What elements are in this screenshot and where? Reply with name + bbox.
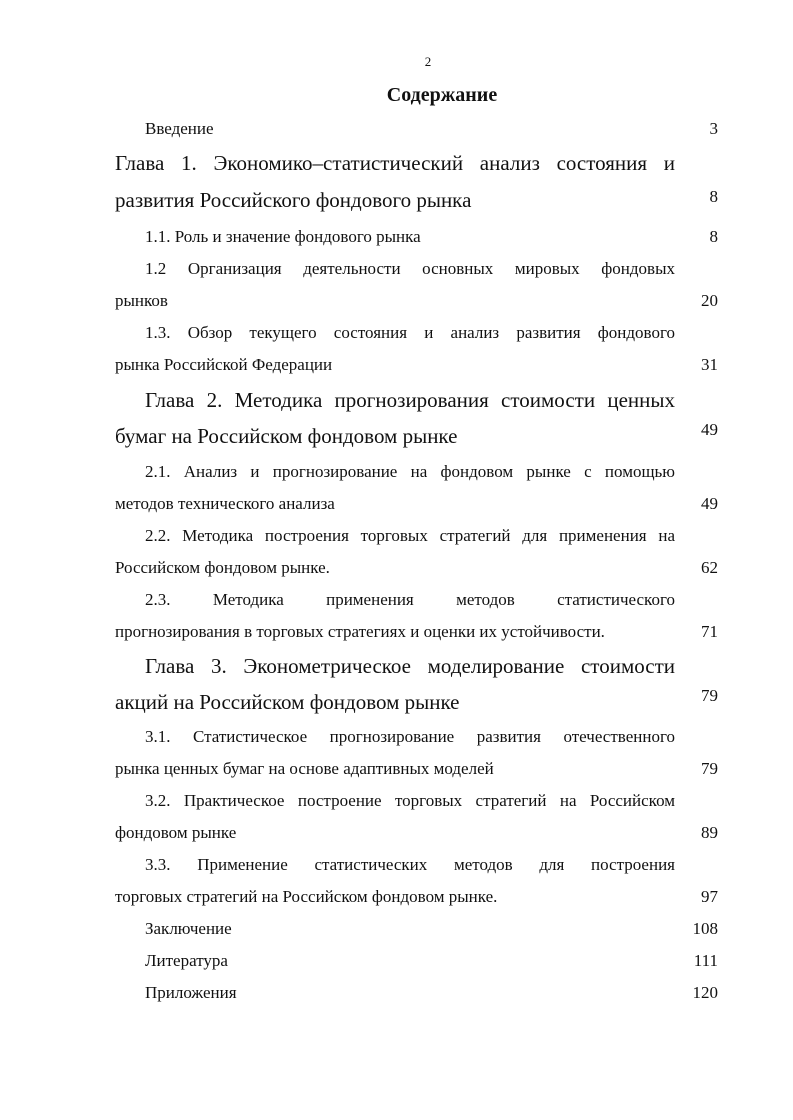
toc-section-3-1-page: 79 <box>701 759 718 778</box>
toc-literature-label: Литература <box>145 951 228 970</box>
toc-chapter-2-line-2: бумаг на Российском фондовом рынке <box>115 424 458 448</box>
toc-section-2-3-line-2: прогнозирования в торговых стратегиях и оценки их устойчивости. <box>115 622 605 641</box>
toc-section-2-1-line-2: методов технического анализа <box>115 494 335 513</box>
toc-section-3-1-line-2: рынка ценных бумаг на основе адаптивных моделей <box>115 759 494 778</box>
toc-section-1-1-page: 8 <box>709 227 718 246</box>
toc-chapter-3-line-2: акций на Российском фондовом рынке <box>115 690 460 714</box>
toc-section-1-2-line-1: 1.2 Организация деятельности основных мировых фондовых <box>145 259 675 278</box>
toc-section-2-3-line-1: 2.3. Методика применения методов статистического <box>145 590 675 609</box>
toc-section-1-3-page: 31 <box>701 355 718 374</box>
toc-section-2-2-line-2: Российском фондовом рынке. <box>115 558 330 577</box>
toc-section-1-2-page: 20 <box>701 291 718 310</box>
toc-chapter-1-page: 8 <box>709 187 718 206</box>
toc-section-3-2-page: 89 <box>701 823 718 842</box>
toc-appendix-label: Приложения <box>145 983 237 1002</box>
toc-intro-label: Введение <box>145 119 214 138</box>
toc-chapter-3-page: 79 <box>701 686 718 705</box>
toc-appendix-page: 120 <box>692 983 718 1002</box>
toc-intro-page: 3 <box>709 119 718 138</box>
toc-section-2-3-page: 71 <box>701 622 718 641</box>
toc-section-3-3-line-2: торговых стратегий на Российском фондовом рынке. <box>115 887 498 906</box>
toc-section-3-2-line-2: фондовом рынке <box>115 823 237 842</box>
toc-conclusion-page: 108 <box>692 919 718 938</box>
toc-literature-page: 111 <box>693 951 718 970</box>
toc-section-3-1-line-1: 3.1. Статистическое прогнозирование развития отечественного <box>145 727 675 746</box>
toc-chapter-2-line-1: Глава 2. Методика прогнозирования стоимости ценных <box>145 388 675 412</box>
toc-section-3-3-line-1: 3.3. Применение статистических методов для построения <box>145 855 675 874</box>
toc-section-3-2-line-1: 3.2. Практическое построение торговых стратегий на Российском <box>145 791 675 810</box>
toc-chapter-3-line-1: Глава 3. Эконометрическое моделирование стоимости <box>145 654 675 678</box>
toc-section-2-2-line-1: 2.2. Методика построения торговых стратегий для применения на <box>145 526 675 545</box>
toc-chapter-1-line-1: Глава 1. Экономико–статистический анализ состояния и <box>115 151 675 175</box>
toc-section-2-1-page: 49 <box>701 494 718 513</box>
toc-section-1-3-line-1: 1.3. Обзор текущего состояния и анализ развития фондового <box>145 323 675 342</box>
page-number: 2 <box>424 54 432 69</box>
toc-section-2-2-page: 62 <box>701 558 718 577</box>
page-title: Содержание <box>386 84 498 106</box>
toc-chapter-2-page: 49 <box>701 420 718 439</box>
toc-section-2-1-line-1: 2.1. Анализ и прогнозирование на фондовом рынке с помощью <box>145 462 675 481</box>
toc-section-3-3-page: 97 <box>701 887 718 906</box>
toc-chapter-1-line-2: развития Российского фондового рынка <box>115 188 472 212</box>
toc-section-1-3-line-2: рынка Российской Федерации <box>115 355 333 374</box>
toc-section-1-2-line-2: рынков <box>115 291 168 310</box>
toc-conclusion-label: Заключение <box>145 919 232 938</box>
toc-section-1-1-label: 1.1. Роль и значение фондового рынка <box>145 227 421 246</box>
